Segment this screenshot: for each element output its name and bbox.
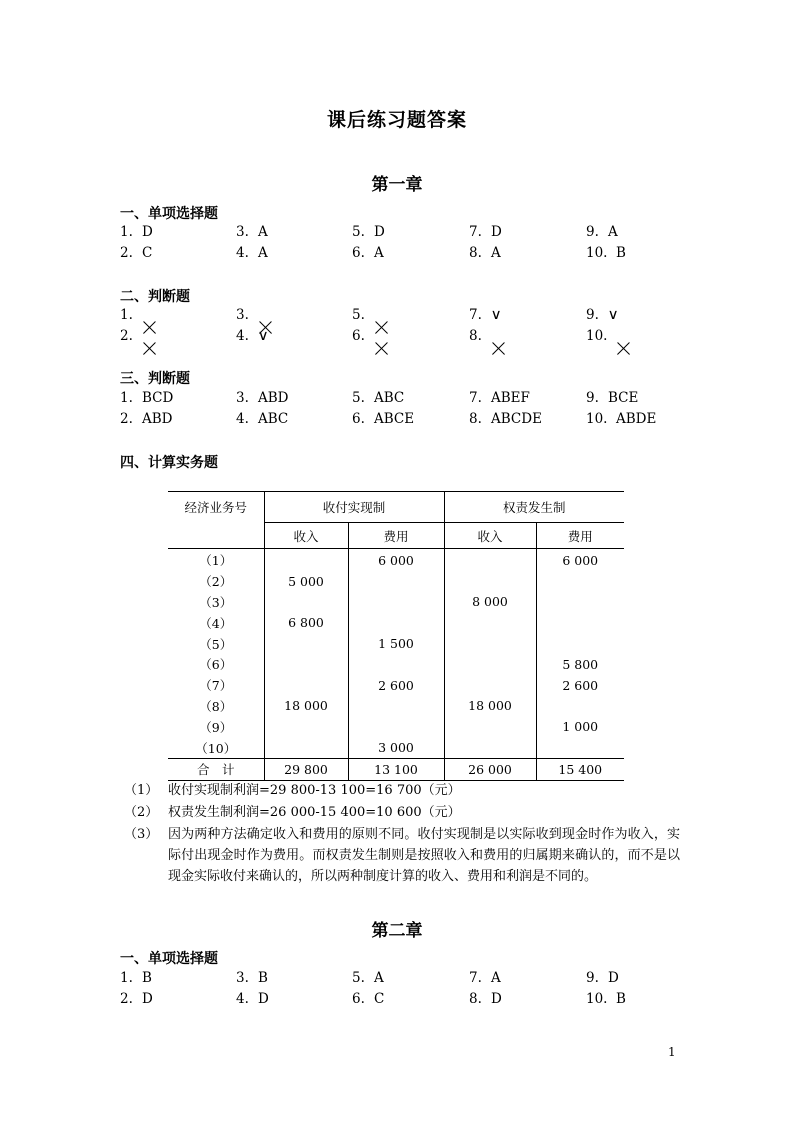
answer-value: ABDE [616, 411, 657, 427]
answer-value: BCE [608, 390, 639, 406]
question-number: 5. [352, 970, 365, 986]
table-cell-ai [444, 633, 536, 654]
answer-value: A [491, 970, 501, 986]
answer-value: D [491, 224, 502, 240]
answer-item [352, 411, 414, 427]
answer-item [586, 328, 630, 356]
answer-value: ABC [258, 411, 289, 427]
total-cash-income: 29 800 [264, 758, 348, 780]
question-number: 8. [469, 245, 482, 261]
question-number: 6. [352, 245, 365, 261]
table-cell-ce: 2 600 [348, 675, 444, 696]
note-text: 收付实现制利润=29 800-13 100=16 700（元） [168, 783, 461, 798]
table-row [168, 675, 624, 696]
answer-value: D [258, 991, 269, 1007]
answer-value: A [258, 224, 268, 240]
table-cell-ci [264, 592, 348, 613]
check-mark-icon: ∨ [490, 307, 502, 323]
answer-item [586, 970, 619, 986]
table-cell-ae [536, 737, 624, 758]
question-number: 8. [469, 411, 482, 427]
table-row [168, 696, 624, 717]
answer-value: B [616, 245, 626, 261]
question-number: 9. [586, 390, 599, 406]
cross-mark-icon [491, 342, 505, 356]
cross-mark-icon [616, 342, 630, 356]
question-number: 4. [236, 328, 249, 344]
answer-item [352, 390, 404, 406]
table-cell-ci [264, 737, 348, 758]
question-number: 1. [120, 970, 133, 986]
answer-value: D [142, 991, 153, 1007]
question-number: 9. [586, 224, 599, 240]
table-cell-ce: 1 500 [348, 633, 444, 654]
page-number: 1 [668, 1045, 676, 1059]
table-cell-ce [348, 696, 444, 717]
answer-value: D [142, 224, 153, 240]
table-cell-ae: 6 000 [536, 549, 624, 571]
table-cell-ae: 2 600 [536, 675, 624, 696]
answer-item [236, 411, 288, 427]
answer-item [586, 411, 656, 427]
question-number: 4. [236, 991, 249, 1007]
answer-item [469, 224, 502, 240]
table-cell-ce: 3 000 [348, 737, 444, 758]
table-cell-ci: 6 800 [264, 612, 348, 633]
answer-value: C [142, 245, 153, 261]
table-cell-ai [444, 549, 536, 571]
table-cell-ae [536, 592, 624, 613]
table-cell-ci [264, 633, 348, 654]
table-cell-ai [444, 612, 536, 633]
answer-item [469, 970, 501, 986]
answer-item [120, 245, 152, 261]
header-accrual-expense: 费用 [536, 523, 624, 549]
table-cell-ai [444, 654, 536, 675]
table-cell-ae: 5 800 [536, 654, 624, 675]
total-cash-expense: 13 100 [348, 758, 444, 780]
answer-value: C [374, 991, 385, 1007]
table-row [168, 633, 624, 654]
answer-value: A [608, 224, 618, 240]
table-cell-ce [348, 716, 444, 737]
table-row [168, 592, 624, 613]
answer-item [120, 991, 153, 1007]
table-cell-ci [264, 549, 348, 571]
header-accrual-basis: 权责发生制 [444, 492, 624, 523]
answer-value: ABD [142, 411, 173, 427]
answer-value: B [142, 970, 152, 986]
section-single-choice-ch2: 一、单项选择题 [120, 951, 218, 967]
question-number: 2. [120, 328, 133, 344]
answer-item [236, 390, 289, 406]
question-number: 10. [586, 411, 608, 427]
table-cell-no: （9） [199, 719, 233, 735]
answer-item [352, 328, 388, 356]
answer-item [586, 991, 626, 1007]
question-number: 7. [469, 970, 482, 986]
answer-item [352, 224, 385, 240]
question-number: 7. [469, 224, 482, 240]
table-cell-ai: 8 000 [444, 592, 536, 613]
answer-value: D [374, 224, 385, 240]
table-cell-ce [348, 612, 444, 633]
total-label: 合 计 [168, 758, 264, 780]
answer-item [352, 970, 384, 986]
answer-item [469, 991, 502, 1007]
question-number: 3. [236, 390, 249, 406]
table-row [168, 612, 624, 633]
answer-item [586, 224, 618, 240]
question-number: 3. [236, 307, 249, 323]
question-number: 1. [120, 307, 133, 323]
table-cell-no: （1） [199, 553, 233, 569]
section-calc: 四、计算实务题 [120, 455, 218, 471]
question-number: 3. [236, 224, 249, 240]
header-business-no: 经济业务号 [168, 492, 264, 549]
chapter-2-heading: 第二章 [371, 921, 423, 941]
table-cell-ai [444, 737, 536, 758]
page-title: 课后练习题答案 [326, 109, 467, 131]
cross-mark-icon [142, 342, 156, 356]
table-cell-ci [264, 675, 348, 696]
check-mark-icon: ∨ [607, 307, 619, 323]
answer-item [236, 328, 268, 344]
question-number: 10. [586, 328, 608, 344]
answer-item [586, 307, 618, 323]
answer-value: A [374, 970, 384, 986]
note-label: （3） [124, 827, 159, 842]
table-cell-no: （4） [199, 615, 233, 631]
answer-item [352, 245, 384, 261]
answer-item [120, 411, 173, 427]
answer-value: B [258, 970, 268, 986]
table-cell-ci [264, 654, 348, 675]
answer-item [236, 970, 268, 986]
question-number: 4. [236, 411, 249, 427]
question-number: 5. [352, 224, 365, 240]
table-cell-no: （3） [199, 594, 233, 610]
question-number: 6. [352, 328, 365, 344]
table-cell-ai [444, 716, 536, 737]
answer-item [469, 390, 530, 406]
table-cell-no: （6） [199, 657, 233, 673]
header-cash-basis: 收付实现制 [264, 492, 444, 523]
question-number: 5. [352, 390, 365, 406]
total-accrual-expense: 15 400 [536, 758, 624, 780]
answer-item [469, 411, 542, 427]
table-cell-no: （7） [199, 678, 233, 694]
cross-mark-icon [374, 342, 388, 356]
table-cell-ai: 18 000 [444, 696, 536, 717]
section-true-false: 二、判断题 [120, 289, 190, 305]
table-cell-ce: 6 000 [348, 549, 444, 571]
answer-item [469, 328, 505, 356]
question-number: 5. [352, 307, 365, 323]
table-cell-ae: 1 000 [536, 716, 624, 737]
answer-item [236, 245, 268, 261]
table-row [168, 737, 624, 758]
table-cell-ci: 18 000 [264, 696, 348, 717]
answer-value: A [491, 245, 501, 261]
table-cell-no: （2） [199, 574, 233, 590]
answer-value: ABCE [374, 411, 415, 427]
table-cell-ae [536, 612, 624, 633]
answer-value: D [491, 991, 502, 1007]
question-number: 10. [586, 991, 608, 1007]
table-cell-no: （10） [195, 740, 237, 756]
note-text: 权责发生制利润=26 000-15 400=10 600（元） [168, 805, 461, 820]
table-row [168, 549, 624, 571]
question-number: 1. [120, 224, 133, 240]
table-cell-no: （5） [199, 636, 233, 652]
answer-value: A [258, 245, 268, 261]
answer-value: B [616, 991, 626, 1007]
answer-value: BCD [142, 390, 174, 406]
table-cell-ai [444, 571, 536, 592]
section-single-choice: 一、单项选择题 [120, 206, 218, 222]
answer-item [120, 390, 173, 406]
question-number: 7. [469, 390, 482, 406]
question-number: 6. [352, 411, 365, 427]
question-number: 2. [120, 991, 133, 1007]
answer-item [352, 991, 384, 1007]
question-number: 6. [352, 991, 365, 1007]
answer-item [586, 245, 626, 261]
table-cell-ci [264, 716, 348, 737]
table-cell-ae [536, 696, 624, 717]
answer-value: ABD [258, 390, 289, 406]
note-label: （1） [124, 783, 159, 798]
question-number: 4. [236, 245, 249, 261]
table-cell-ai [444, 675, 536, 696]
answer-value: ABEF [491, 390, 530, 406]
answer-value: D [608, 970, 619, 986]
answer-item [120, 224, 153, 240]
table-cell-ce [348, 592, 444, 613]
section-multi-choice: 三、判断题 [120, 371, 190, 387]
question-number: 8. [469, 328, 482, 344]
answer-item [120, 328, 156, 356]
answer-item [469, 245, 501, 261]
question-number: 9. [586, 307, 599, 323]
note-label: （2） [124, 805, 159, 820]
answer-item [236, 991, 269, 1007]
table-cell-ce [348, 654, 444, 675]
table-row [168, 571, 624, 592]
answer-item [120, 970, 152, 986]
answer-value: ABC [374, 390, 405, 406]
total-accrual-income: 26 000 [444, 758, 536, 780]
table-row [168, 654, 624, 675]
table-cell-ae [536, 571, 624, 592]
answer-value: ABCDE [491, 411, 542, 427]
question-number: 1. [120, 390, 133, 406]
header-cash-expense: 费用 [348, 523, 444, 549]
table-cell-ci: 5 000 [264, 571, 348, 592]
question-number: 2. [120, 411, 133, 427]
answer-item [236, 224, 268, 240]
answer-item [469, 307, 501, 323]
question-number: 8. [469, 991, 482, 1007]
table-cell-ae [536, 633, 624, 654]
table-cell-no: （8） [199, 698, 233, 714]
header-cash-income: 收入 [264, 523, 348, 549]
question-number: 10. [586, 245, 608, 261]
table-cell-ce [348, 571, 444, 592]
table-row [168, 716, 624, 737]
question-number: 9. [586, 970, 599, 986]
question-number: 2. [120, 245, 133, 261]
check-mark-icon: ∨ [257, 328, 269, 344]
chapter-1-heading: 第一章 [371, 175, 423, 195]
question-number: 3. [236, 970, 249, 986]
answer-value: A [374, 245, 384, 261]
header-accrual-income: 收入 [444, 523, 536, 549]
table-total-row [168, 758, 624, 780]
question-number: 7. [469, 307, 482, 323]
note-text: 因为两种方法确定收入和费用的原则不同。收付实现制是以实际收到现金时作为收入，实际付出现金时作为费用。而权责发生制则是按照收入和费用的归属期来确认的，而不是以现金实际收付来确认的，所以两种制度计算的收入、费用和利润是不同的。 [168, 827, 680, 884]
accounting-table [168, 491, 624, 781]
answer-item [586, 390, 638, 406]
